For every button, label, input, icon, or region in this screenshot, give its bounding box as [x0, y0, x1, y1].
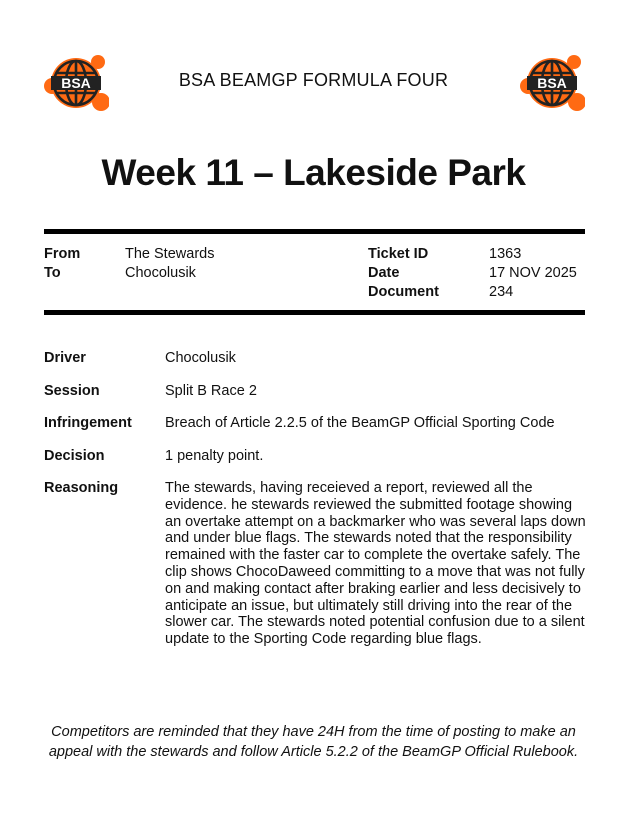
logo-text: BSA [537, 75, 567, 91]
reasoning-label: Reasoning [44, 480, 119, 496]
document-value: 234 [489, 284, 514, 300]
ticket-id-label: Ticket ID [368, 246, 429, 262]
series-title: BSA BEAMGP FORMULA FOUR [178, 70, 449, 90]
infringement-value: Breach of Article 2.2.5 of the BeamGP Official Sporting Code [165, 415, 555, 431]
event-title: Week 11 – Lakeside Park [101, 152, 526, 193]
session-value: Split B Race 2 [165, 383, 257, 399]
appeal-notice: Competitors are reminded that they have 24H from the time of posting to make an appeal with the stewards and follow Article 5.2.2 of the BeamGP Official Rulebook. [48, 724, 579, 760]
ticket-id-value: 1363 [489, 246, 522, 262]
from-value: The Stewards [125, 246, 215, 262]
divider-bottom [44, 310, 585, 315]
document-label: Document [368, 284, 439, 300]
infringement-label: Infringement [44, 415, 132, 431]
driver-label: Driver [44, 350, 86, 366]
date-value: 17 NOV 2025 [489, 265, 577, 281]
divider-top [44, 229, 585, 234]
to-label: To [44, 265, 61, 281]
date-label: Date [368, 265, 400, 281]
from-label: From [44, 246, 81, 262]
to-value: Chocolusik [125, 265, 196, 281]
logo-text: BSA [61, 75, 91, 91]
session-label: Session [44, 383, 100, 399]
driver-value: Chocolusik [165, 350, 236, 366]
decision-label: Decision [44, 448, 105, 464]
reasoning-text: The stewards, having receieved a report, reviewed all the evidence. he stewards reviewed the submitted footage showing an overtake attempt on a backmarker who was several laps down and under blue flags. The stewards noted that the responsibility remained with the faster car to complete the overtake safely. The clip shows ChocoDaweed committing to a move that was not fully on and making contact after braking earlier and less decisively to anticipate an issue, but ultimately still driving into the rear of the slower car. The stewards noted potential confusion due to a silent update to the Sporting Code regarding blue flags. [165, 480, 586, 648]
decision-value: 1 penalty point. [165, 448, 264, 464]
